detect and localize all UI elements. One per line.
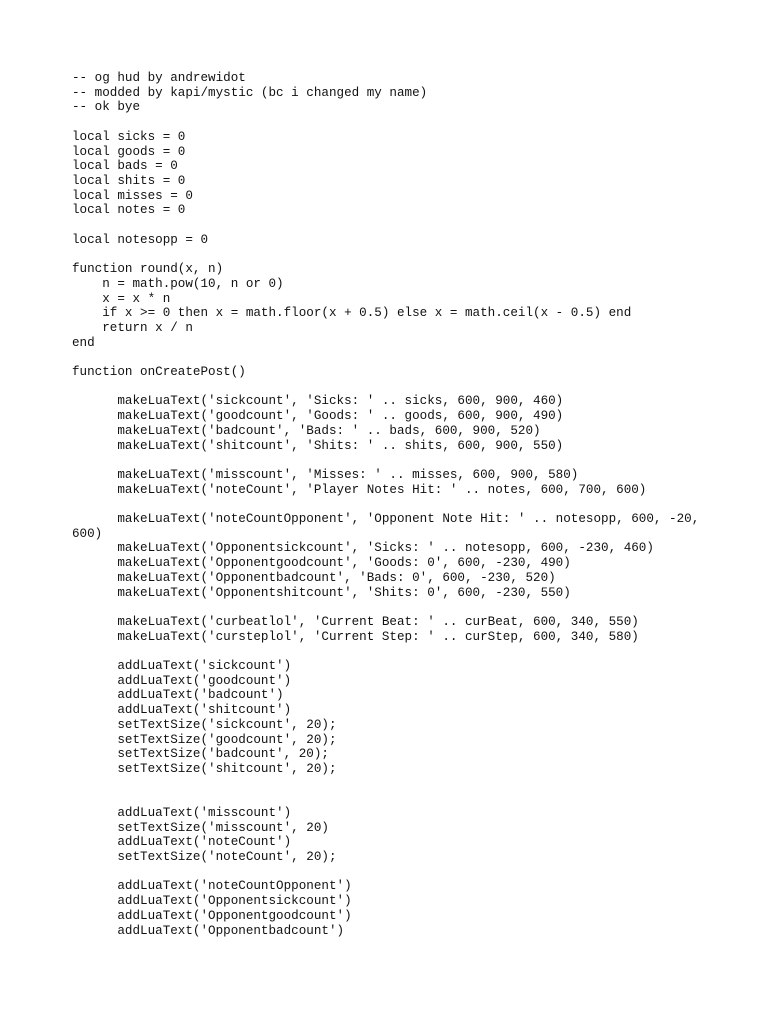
code-listing [72, 71, 712, 938]
code-line: makeLuaText('misscount', 'Misses: ' .. misses, 600, 900, 580) [72, 467, 579, 482]
code-line: addLuaText('shitcount') [72, 703, 292, 718]
code-line [72, 115, 712, 130]
code-line [72, 791, 712, 806]
code-line: setTextSize('goodcount', 20); [72, 732, 337, 747]
code-line [72, 644, 712, 659]
code-line: setTextSize('noteCount', 20); [72, 850, 337, 865]
code-line: addLuaText('sickcount') [72, 658, 292, 673]
code-line: setTextSize('sickcount', 20); [72, 717, 337, 732]
code-line [72, 247, 712, 262]
code-line [72, 600, 712, 615]
code-line [72, 218, 712, 233]
code-line: addLuaText('Opponentgoodcount') [72, 908, 352, 923]
code-line: return x / n [72, 320, 193, 335]
code-line: local shits = 0 [72, 173, 186, 188]
code-line: function onCreatePost() [72, 365, 246, 379]
code-line: makeLuaText('badcount', 'Bads: ' .. bads, 600, 900, 520) [72, 423, 541, 438]
code-line: function round(x, n) [72, 262, 224, 277]
code-line: local sicks = 0 [72, 129, 186, 144]
code-line: addLuaText('misscount') [72, 805, 292, 820]
code-line: makeLuaText('curbeatlol', 'Current Beat: ' .. curBeat, 600, 340, 550) [72, 614, 639, 629]
code-line: makeLuaText('goodcount', 'Goods: ' .. goods, 600, 900, 490) [72, 409, 564, 424]
code-line: addLuaText('badcount') [72, 688, 284, 703]
code-line [72, 380, 712, 395]
code-line: n = math.pow(10, n or 0) [72, 276, 284, 291]
code-line: makeLuaText('cursteplol', 'Current Step: ' .. curStep, 600, 340, 580) [72, 629, 639, 644]
code-line: setTextSize('misscount', 20) [72, 820, 329, 835]
code-line [72, 453, 712, 468]
code-line: local notes = 0 [72, 203, 186, 218]
code-line [72, 497, 712, 512]
code-line: local notesopp = 0 [72, 232, 209, 247]
code-line: -- ok bye [72, 100, 141, 115]
code-line: makeLuaText('Opponentgoodcount', 'Goods: 0', 600, -230, 490) [72, 556, 571, 571]
code-line: makeLuaText('noteCount', 'Player Notes Hit: ' .. notes, 600, 700, 600) [72, 482, 647, 497]
code-line: end [72, 335, 95, 350]
code-line: local misses = 0 [72, 188, 193, 203]
code-line [72, 865, 712, 880]
code-line: makeLuaText('Opponentsickcount', 'Sicks: ' .. notesopp, 600, -230, 460) [72, 541, 654, 556]
code-line: local bads = 0 [72, 159, 178, 174]
code-line: makeLuaText('noteCountOpponent', 'Opponent Note Hit: ' .. notesopp, 600, -20, [72, 511, 700, 526]
code-line: makeLuaText('shitcount', 'Shits: ' .. shits, 600, 900, 550) [72, 438, 564, 453]
code-line: addLuaText('noteCount') [72, 835, 292, 850]
code-line: addLuaText('Opponentbadcount') [72, 923, 345, 938]
code-line: setTextSize('badcount', 20); [72, 747, 329, 762]
code-line: local goods = 0 [72, 144, 186, 159]
code-line: -- modded by kapi/mystic (bc i changed my name) [72, 85, 428, 100]
code-line: makeLuaText('Opponentshitcount', 'Shits: 0', 600, -230, 550) [72, 585, 571, 600]
code-line: addLuaText('noteCountOpponent') [72, 879, 352, 894]
code-line: if x >= 0 then x = math.floor(x + 0.5) else x = math.ceil(x - 0.5) end [72, 306, 632, 321]
code-line: setTextSize('shitcount', 20); [72, 761, 337, 776]
code-line: 600) [72, 526, 103, 541]
code-line: x = x * n [72, 291, 171, 306]
code-line: makeLuaText('Opponentbadcount', 'Bads: 0', 600, -230, 520) [72, 570, 556, 585]
code-line: -- og hud by andrewidot [72, 71, 246, 85]
code-line: addLuaText('goodcount') [72, 673, 292, 688]
code-line [72, 777, 712, 792]
code-line [72, 350, 712, 365]
code-line: addLuaText('Opponentsickcount') [72, 894, 352, 909]
code-line: makeLuaText('sickcount', 'Sicks: ' .. sicks, 600, 900, 460) [72, 394, 564, 409]
